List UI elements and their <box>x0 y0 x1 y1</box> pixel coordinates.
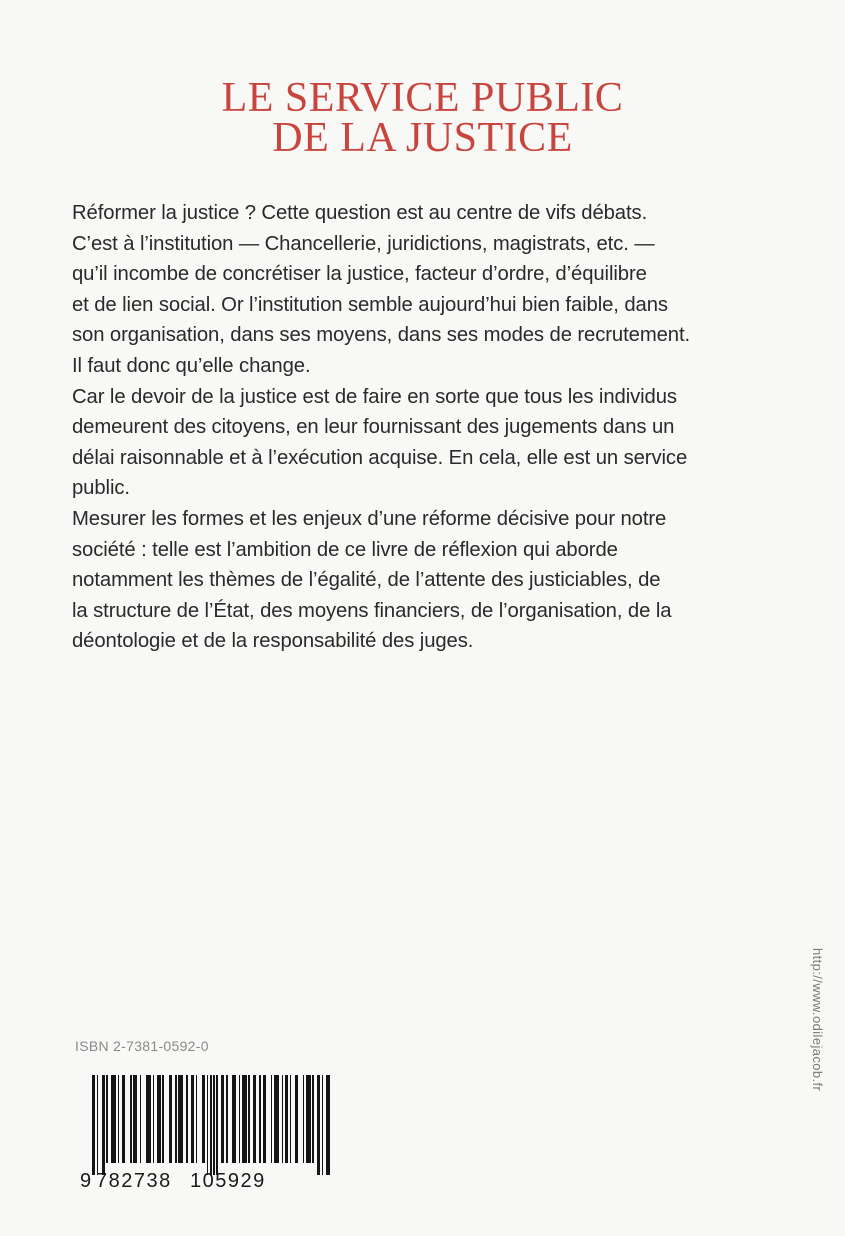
barcode-digit-group-1: 782738 <box>96 1170 172 1192</box>
blurb-line: C’est à l’institution — Chancellerie, juridictions, magistrats, etc. — <box>72 232 655 255</box>
blurb-line: notamment les thèmes de l’égalité, de l’attente des justiciables, de <box>72 569 661 592</box>
blurb-line: déontologie et de la responsabilité des juges. <box>72 630 474 653</box>
blurb-line: Réformer la justice ? Cette question est au centre de vifs débats. <box>72 202 648 224</box>
barcode-bar <box>326 1075 329 1175</box>
blurb-line: la structure de l’État, des moyens financiers, de l’organisation, de la <box>72 599 672 622</box>
blurb-text <box>72 198 772 657</box>
barcode-bars <box>92 1075 282 1173</box>
barcode-digits <box>80 1170 290 1193</box>
barcode-digit-group-2: 105929 <box>190 1170 266 1192</box>
blurb-line: Il faut donc qu’elle change. <box>72 354 311 377</box>
barcode <box>80 1065 290 1195</box>
blurb-line: et de lien social. Or l’institution semble aujourd’hui bien faible, dans <box>72 293 668 316</box>
book-title-line-1: LE SERVICE PUBLIC <box>221 75 624 121</box>
barcode-first-digit: 9 <box>80 1170 93 1192</box>
blurb-line: son organisation, dans ses moyens, dans ses modes de recrutement. <box>72 324 691 347</box>
isbn-label: ISBN 2-7381-0592-0 <box>75 1038 209 1054</box>
blurb-line: Mesurer les formes et les enjeux d’une réforme décisive pour notre <box>72 507 667 530</box>
publisher-website: http://www.odilejacob.fr <box>810 948 825 1092</box>
blurb-line: demeurent des citoyens, en leur fournissant des jugements dans un <box>72 416 675 439</box>
blurb-line: public. <box>72 477 130 500</box>
book-title-line-2: DE LA JUSTICE <box>272 115 573 161</box>
blurb-line: Car le devoir de la justice est de faire en sorte que tous les individus <box>72 385 677 408</box>
blurb-line: qu’il incombe de concrétiser la justice, facteur d’ordre, d’équilibre <box>72 263 647 286</box>
blurb-line: société : telle est l’ambition de ce livre de réflexion qui aborde <box>72 538 618 561</box>
blurb-line: délai raisonnable et à l’exécution acquise. En cela, elle est un service <box>72 446 688 469</box>
